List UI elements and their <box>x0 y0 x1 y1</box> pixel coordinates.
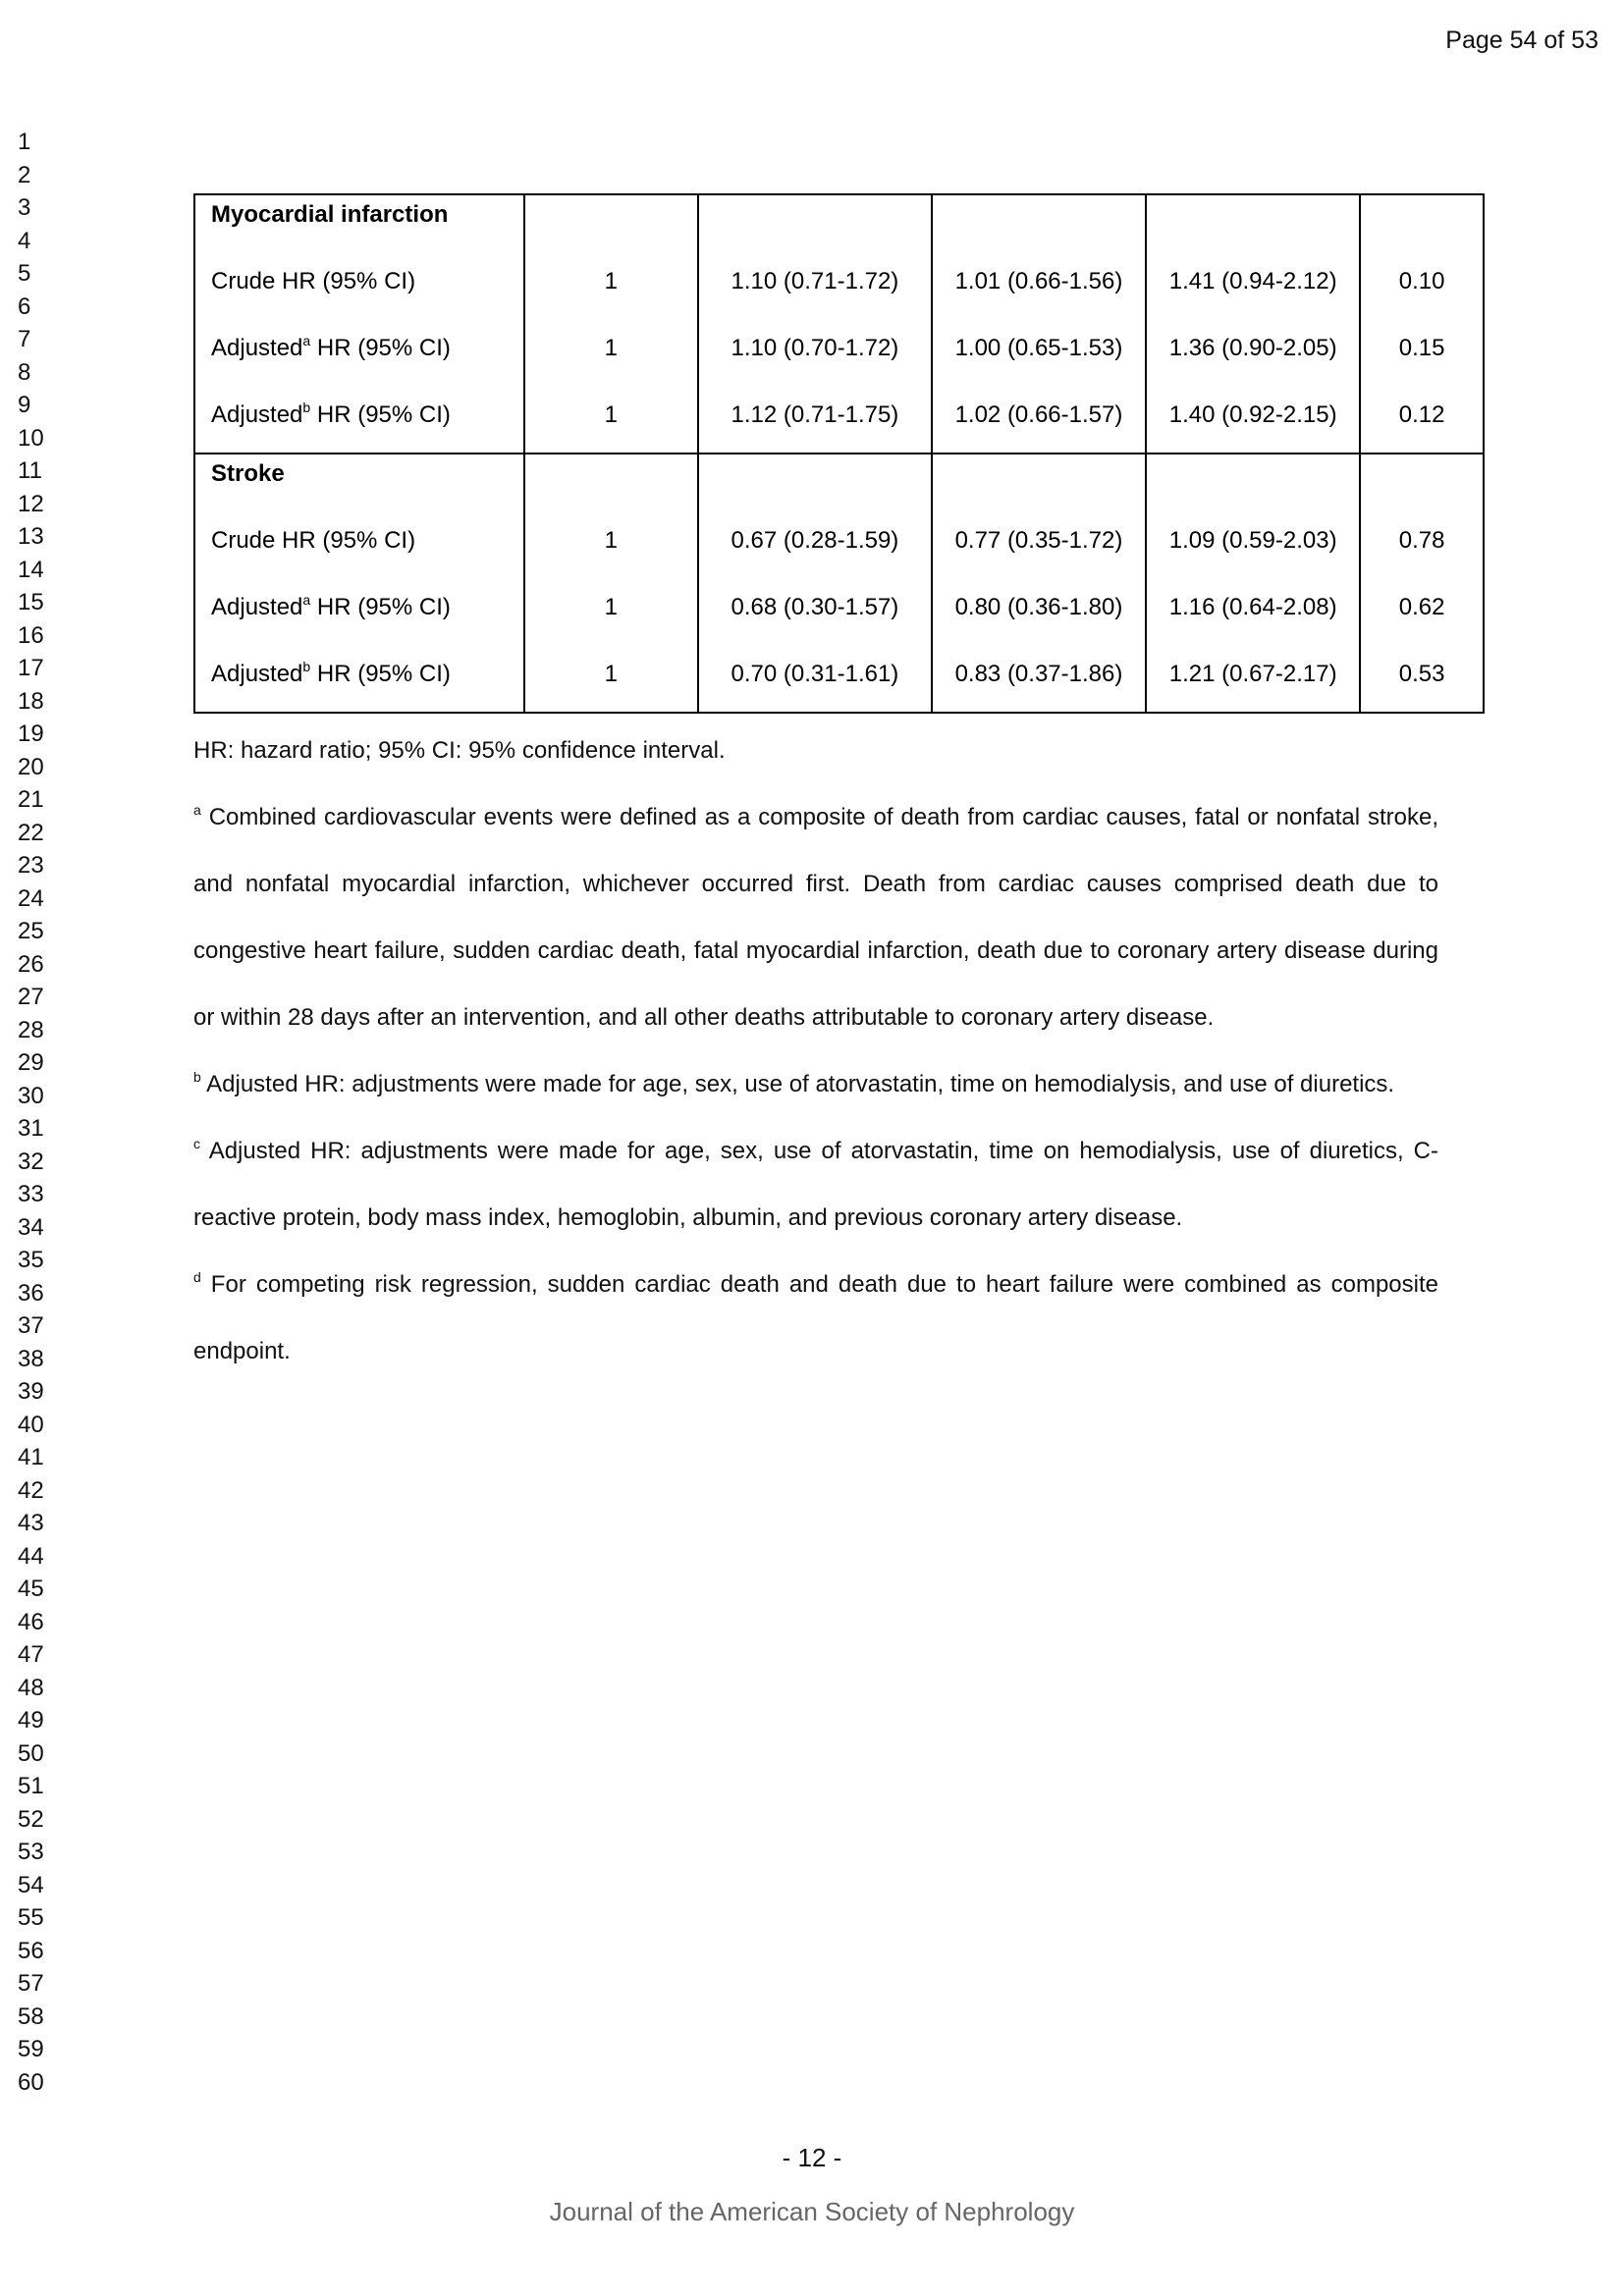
empty-line <box>1361 201 1483 268</box>
reference-value: 1 <box>604 661 619 687</box>
line-number: 47 <box>18 1641 44 1668</box>
empty-line <box>933 201 1145 268</box>
line-number: 34 <box>18 1213 44 1241</box>
footnote-text: Adjusted HR: adjustments were made for age, sex, use of atorvastatin, time on hemodialysis, and use of diuretics. <box>200 1071 1395 1097</box>
line-number: 42 <box>18 1476 44 1504</box>
line-number: 15 <box>18 589 44 615</box>
line-number: 52 <box>18 1805 44 1833</box>
reference-value: 1 <box>604 401 619 428</box>
hr-q3: 1.00 (0.65-1.53) <box>954 335 1123 361</box>
empty-line <box>699 201 931 268</box>
empty-line <box>699 460 931 527</box>
table-cell-hr-q4 <box>1146 194 1360 454</box>
table-cell-hr-q2 <box>698 454 932 713</box>
label-prefix: Adjusted <box>211 661 303 687</box>
table-cell-reference-value <box>524 194 698 454</box>
footnote-marker: c <box>193 1136 200 1151</box>
hr-q4: 1.36 (0.90-2.05) <box>1168 335 1337 361</box>
hr-q4: 1.09 (0.59-2.03) <box>1168 527 1337 554</box>
footnote <box>193 1252 1438 1385</box>
table-section-row <box>194 454 1484 713</box>
line-number: 27 <box>18 984 44 1010</box>
hr-q3: 0.80 (0.36-1.80) <box>954 594 1123 620</box>
line-number: 16 <box>18 621 44 649</box>
line-number: 24 <box>18 884 44 912</box>
table-cell-p-value <box>1360 454 1484 713</box>
table-cell-hr-q4 <box>1146 454 1360 713</box>
table-cell-reference-value <box>524 454 698 713</box>
line-number: 8 <box>18 358 31 386</box>
line-number: 23 <box>18 852 44 879</box>
line-number: 31 <box>18 1115 44 1142</box>
line-number: 50 <box>18 1739 44 1767</box>
p-value: 0.62 <box>1398 594 1445 620</box>
table-cell-row-label <box>194 194 524 454</box>
reference-value: 1 <box>604 335 619 361</box>
hr-q4: 1.16 (0.64-2.08) <box>1168 594 1337 620</box>
hr-q3: 0.77 (0.35-1.72) <box>954 527 1123 554</box>
p-value: 0.53 <box>1398 661 1445 687</box>
hr-q2: 0.68 (0.30-1.57) <box>731 594 899 620</box>
table-cell-hr-q2 <box>698 194 932 454</box>
line-number: 45 <box>18 1575 44 1602</box>
line-number: 9 <box>18 392 31 418</box>
line-number: 21 <box>18 786 44 813</box>
line-number: 11 <box>18 457 42 484</box>
line-number: 13 <box>18 523 44 550</box>
label-suffix: HR (95% CI) <box>310 594 451 620</box>
line-number: 35 <box>18 1247 44 1273</box>
line-number: 30 <box>18 1082 44 1109</box>
footnote-marker: a <box>302 333 311 348</box>
line-number: 51 <box>18 1773 44 1799</box>
section-title: Myocardial infarction <box>211 201 449 228</box>
line-number: 59 <box>18 2036 44 2062</box>
empty-line <box>525 460 697 527</box>
line-number: 29 <box>18 1049 44 1076</box>
line-number: 53 <box>18 1839 44 1865</box>
line-number: 19 <box>18 721 44 747</box>
hr-q3: 1.01 (0.66-1.56) <box>954 268 1123 294</box>
footnote <box>193 784 1438 1051</box>
hr-q2: 0.70 (0.31-1.61) <box>731 661 899 687</box>
line-number: 38 <box>18 1345 44 1372</box>
line-number: 3 <box>18 194 31 221</box>
line-number: 20 <box>18 753 44 780</box>
row-label <box>195 594 523 661</box>
footnote-marker: b <box>193 1069 201 1085</box>
line-numbers <box>18 126 57 2099</box>
reference-value: 1 <box>604 527 619 554</box>
p-value: 0.12 <box>1398 401 1445 428</box>
empty-line <box>1147 460 1359 527</box>
footnote-marker: a <box>193 802 201 818</box>
empty-line <box>933 460 1145 527</box>
line-number: 17 <box>18 655 44 681</box>
footnote-text: Adjusted HR: adjustments were made for age, sex, use of atorvastatin, time on hemodialysis, use of diuretics, C-reactive protein, body mass index, hemoglobin, albumin, and previous coronary artery disease. <box>193 1138 1438 1231</box>
reference-value: 1 <box>604 268 619 294</box>
hr-q2: 1.10 (0.70-1.72) <box>731 335 899 361</box>
line-number: 39 <box>18 1378 44 1405</box>
results-table <box>193 193 1485 714</box>
footnote <box>193 1118 1438 1252</box>
line-number: 2 <box>18 161 31 188</box>
footnote-marker: d <box>193 1269 201 1285</box>
line-number: 1 <box>18 129 31 155</box>
table-notes <box>193 734 1438 1385</box>
table-cell-hr-q3 <box>932 454 1146 713</box>
line-number: 26 <box>18 950 44 978</box>
page-header: Page 54 of 53 <box>1445 27 1598 54</box>
line-number: 32 <box>18 1148 44 1175</box>
line-number: 7 <box>18 326 31 352</box>
line-number: 33 <box>18 1181 44 1207</box>
line-number: 43 <box>18 1510 44 1536</box>
line-number: 28 <box>18 1016 44 1043</box>
line-number: 54 <box>18 1871 44 1898</box>
abbreviation-note: HR: hazard ratio; 95% CI: 95% confidence interval. <box>193 737 726 764</box>
line-number: 4 <box>18 227 31 254</box>
table-cell-p-value <box>1360 194 1484 454</box>
line-number: 14 <box>18 556 44 583</box>
label-prefix: Adjusted <box>211 401 303 428</box>
line-number: 10 <box>18 424 44 452</box>
label-prefix: Adjusted <box>211 335 303 361</box>
line-number: 55 <box>18 1904 44 1931</box>
journal-name: Journal of the American Society of Nephrology <box>549 2197 1075 2226</box>
line-number: 40 <box>18 1411 44 1438</box>
page-number: - 12 - <box>782 2143 842 2172</box>
label-prefix: Adjusted <box>211 594 303 620</box>
hr-q2: 1.12 (0.71-1.75) <box>731 401 899 428</box>
reference-value: 1 <box>604 594 619 620</box>
p-value: 0.78 <box>1398 527 1445 554</box>
footnote-marker: b <box>302 659 311 674</box>
row-label: Crude HR (95% CI) <box>211 268 416 294</box>
line-number: 25 <box>18 918 44 944</box>
hr-q4: 1.40 (0.92-2.15) <box>1168 401 1337 428</box>
hr-q3: 1.02 (0.66-1.57) <box>954 401 1123 428</box>
line-number: 58 <box>18 2002 44 2030</box>
empty-line <box>1147 201 1359 268</box>
p-value: 0.15 <box>1398 335 1445 361</box>
row-label <box>195 335 523 401</box>
footnote <box>193 1051 1438 1118</box>
line-number: 6 <box>18 293 31 320</box>
footnote-marker: a <box>302 592 311 608</box>
line-number: 12 <box>18 490 44 517</box>
line-number: 57 <box>18 1970 44 1997</box>
hr-q4: 1.41 (0.94-2.12) <box>1168 268 1337 294</box>
line-number: 5 <box>18 260 31 287</box>
empty-line <box>525 201 697 268</box>
hr-q3: 0.83 (0.37-1.86) <box>954 661 1123 687</box>
footnote-text: Combined cardiovascular events were defined as a composite of death from cardiac causes, fatal or nonfatal stroke, and nonfatal myocardial infarction, whichever occurred first. Death from cardiac causes comprised death due to congestive heart failure, sudden cardiac death, fatal myocardial infarction, death due to coronary artery disease during or within 28 days after an intervention, and all other deaths attributable to coronary artery disease. <box>193 804 1438 1031</box>
line-number: 56 <box>18 1937 44 1964</box>
table-section-row <box>194 194 1484 454</box>
p-value: 0.10 <box>1398 268 1445 294</box>
label-suffix: HR (95% CI) <box>310 661 451 687</box>
line-number: 41 <box>18 1444 44 1470</box>
label-suffix: HR (95% CI) <box>310 401 451 428</box>
line-number: 36 <box>18 1279 44 1307</box>
line-number: 44 <box>18 1542 44 1570</box>
line-number: 60 <box>18 2068 44 2096</box>
label-suffix: HR (95% CI) <box>310 335 451 361</box>
table-cell-row-label <box>194 454 524 713</box>
row-label <box>195 661 523 700</box>
table-cell-hr-q3 <box>932 194 1146 454</box>
line-number: 22 <box>18 819 44 846</box>
footnote-text: For competing risk regression, sudden cardiac death and death due to heart failure were combined as composite endpoint. <box>193 1271 1438 1364</box>
row-label: Crude HR (95% CI) <box>211 527 416 554</box>
line-number: 37 <box>18 1312 44 1339</box>
section-title: Stroke <box>211 460 285 487</box>
empty-line <box>1361 460 1483 527</box>
hr-q4: 1.21 (0.67-2.17) <box>1168 661 1337 687</box>
line-number: 46 <box>18 1608 44 1635</box>
hr-q2: 0.67 (0.28-1.59) <box>731 527 899 554</box>
line-number: 49 <box>18 1707 44 1734</box>
row-label <box>195 401 523 441</box>
footnote-marker: b <box>302 400 311 415</box>
line-number: 18 <box>18 687 44 715</box>
line-number: 48 <box>18 1674 44 1701</box>
hr-q2: 1.10 (0.71-1.72) <box>731 268 899 294</box>
